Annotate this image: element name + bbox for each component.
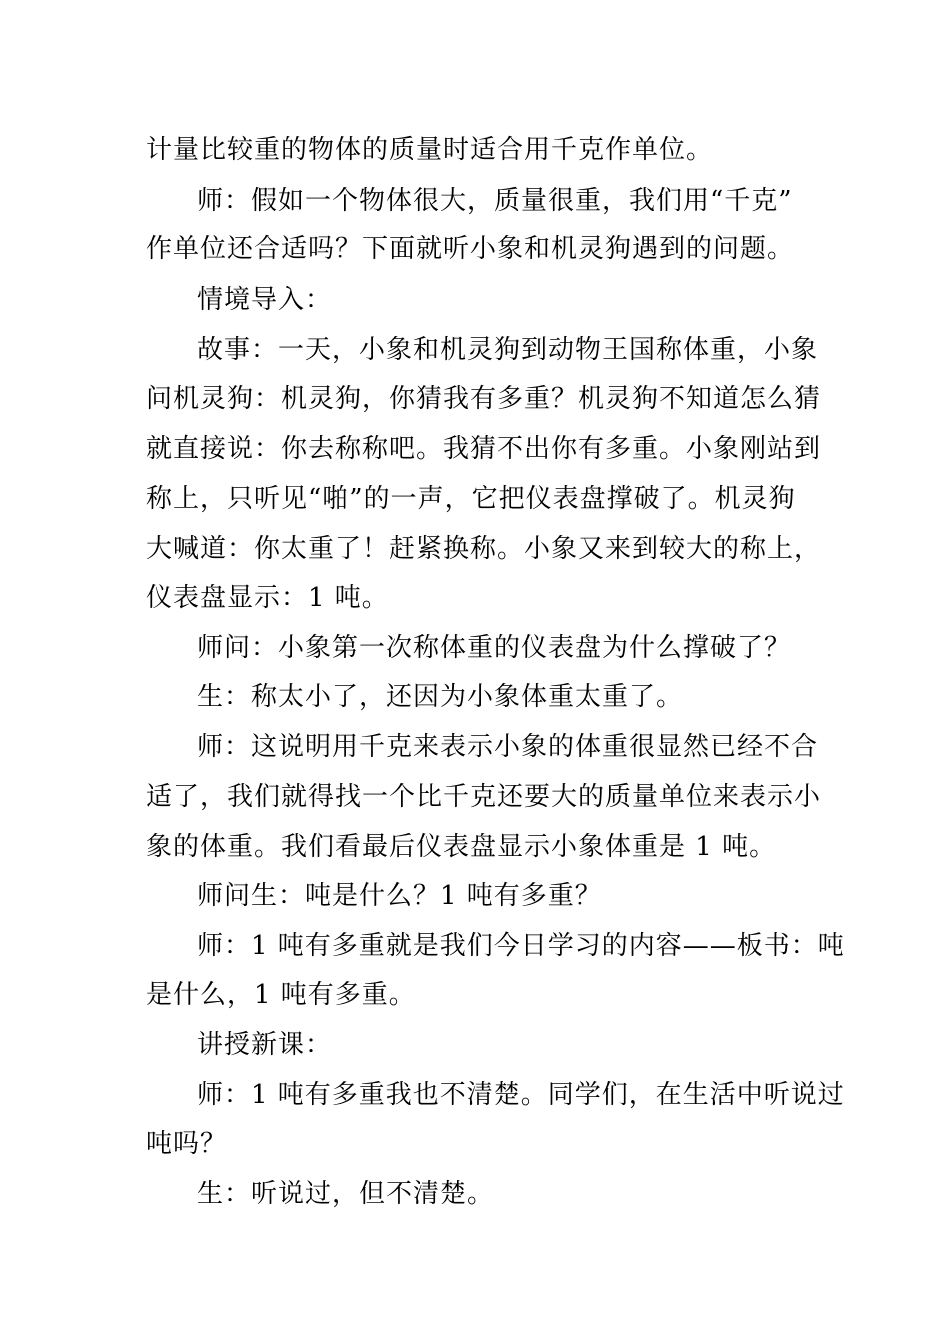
text-line: 吨吗？ bbox=[146, 1129, 228, 1159]
text-line: 故事：一天，小象和机灵狗到动物王国称体重，小象 bbox=[197, 335, 819, 365]
text-line: 讲授新课： bbox=[197, 1030, 333, 1060]
text-line: 师：1 吨有多重就是我们今日学习的内容——板书：吨 bbox=[197, 931, 845, 961]
text-line: 作单位还合适吗？下面就听小象和机灵狗遇到的问题。 bbox=[146, 234, 795, 264]
text-line: 仪表盘显示：1 吨。 bbox=[146, 583, 389, 613]
text-line: 计量比较重的物体的质量时适合用千克作单位。 bbox=[146, 135, 714, 165]
text-line: 师问：小象第一次称体重的仪表盘为什么撑破了？ bbox=[197, 633, 792, 663]
text-line: 大喊道：你太重了！赶紧换称。小象又来到较大的称上， bbox=[146, 534, 822, 564]
text-line: 师：假如一个物体很大，质量很重，我们用“千克” bbox=[197, 186, 793, 216]
text-line: 称上，只听见“啪”的一声，它把仪表盘撑破了。机灵狗 bbox=[146, 484, 796, 514]
text-line: 是什么，1 吨有多重。 bbox=[146, 980, 416, 1010]
text-line: 情境导入： bbox=[197, 285, 333, 315]
text-line: 师：这说明用千克来表示小象的体重很显然已经不合 bbox=[197, 732, 819, 762]
text-line: 象的体重。我们看最后仪表盘显示小象体重是 1 吨。 bbox=[146, 832, 777, 862]
text-line: 师问生：吨是什么？1 吨有多重？ bbox=[197, 881, 602, 911]
text-line: 生：听说过，但不清楚。 bbox=[197, 1179, 495, 1209]
text-line: 适了，我们就得找一个比千克还要大的质量单位来表示小 bbox=[146, 782, 822, 812]
text-line: 生：称太小了，还因为小象体重太重了。 bbox=[197, 682, 684, 712]
text-line: 就直接说：你去称称吧。我猜不出你有多重。小象刚站到 bbox=[146, 434, 822, 464]
text-line: 师：1 吨有多重我也不清楚。同学们，在生活中听说过 bbox=[197, 1080, 845, 1110]
text-line: 问机灵狗：机灵狗，你猜我有多重？机灵狗不知道怎么猜 bbox=[146, 384, 822, 414]
